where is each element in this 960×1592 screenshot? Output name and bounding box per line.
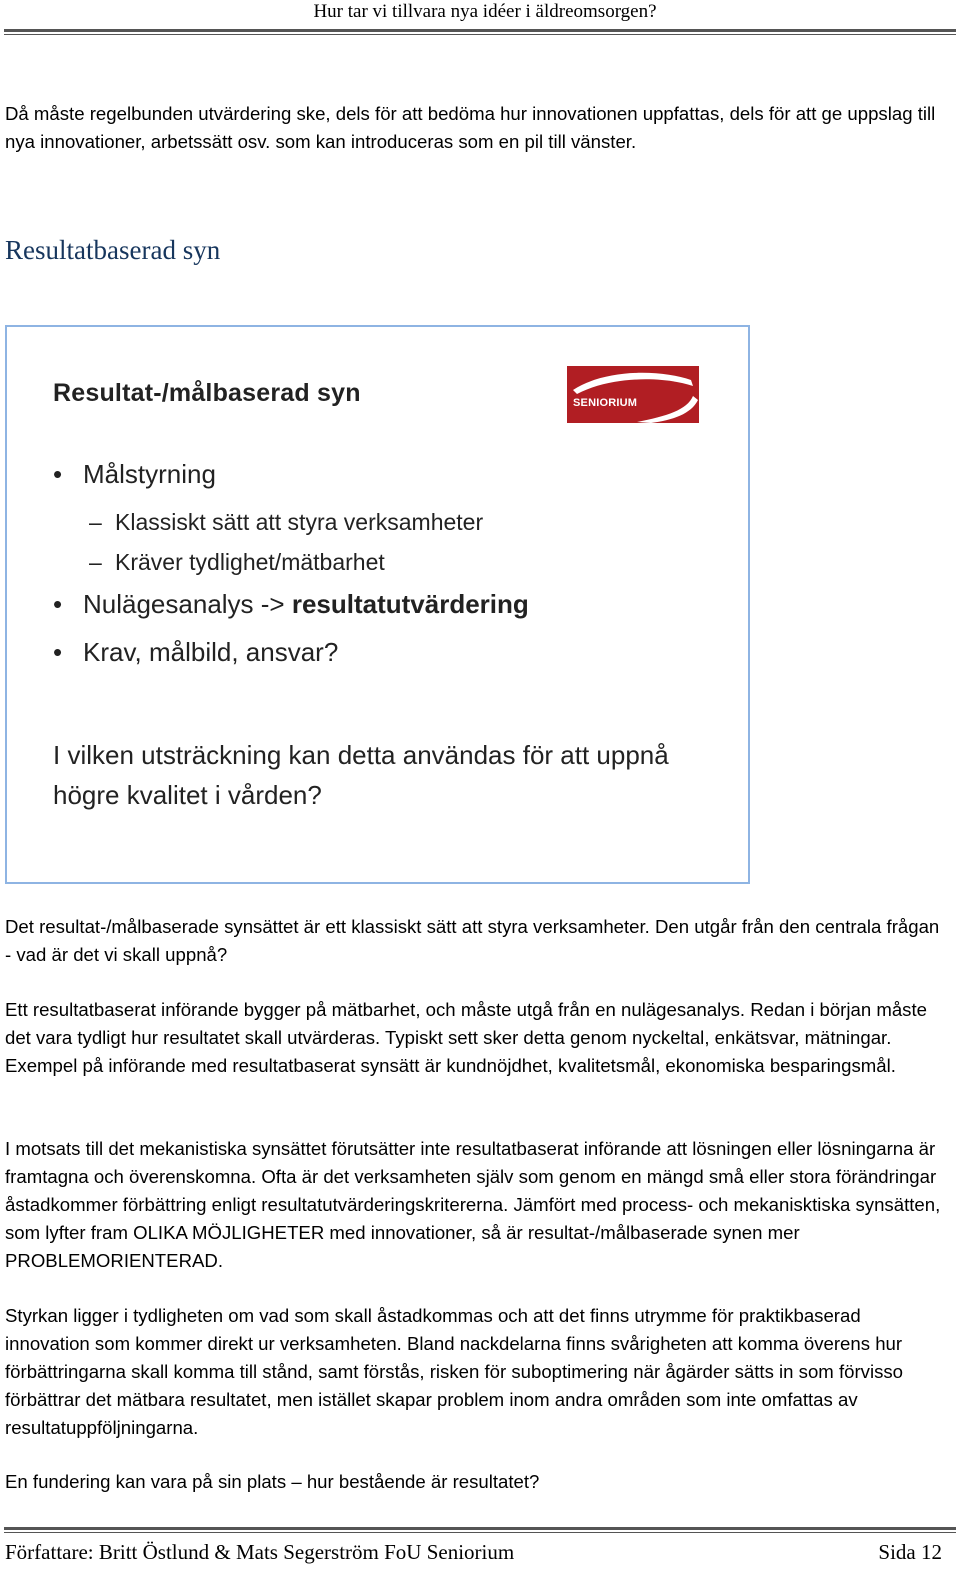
body-paragraph: Ett resultatbaserat införande bygger på mätbarhet, och måste utgå från en nulägesanalys. Redan i början måste det vara tydligt hur resultatet skall utvärderas. Typiskt sett sker detta genom nyckeltal, enkätsvar, mätningar. Exempel på införande med resultatbaserat synsätt är kundnöjdhet, kvalitetsmål, ekonomiska besparingsmål. xyxy=(5,999,927,1076)
slide-bullet xyxy=(53,589,529,620)
footer-rule-thin xyxy=(4,1532,956,1533)
slide-sub-bullet xyxy=(53,549,385,576)
bullet-icon: • xyxy=(53,459,63,489)
body-paragraph: Styrkan ligger i tydligheten om vad som skall åstadkommas och att det finns utrymme för praktikbaserad innovation som kommer direkt ur verksamheten. Bland nackdelarna finns svårigheten att komma överens hur förbättringarna skall komma till stånd, samt förstås, risken för suboptimering när ågärder sätts in som förvisso förbättrar det mätbara resultatet, men istället skapar problem inom andra områden som inte omfattas av resultatuppföljningarna. xyxy=(5,1305,904,1438)
slide-title: Resultat-/målbaserad syn xyxy=(53,379,361,407)
slide-question: I vilken utsträckning kan detta användas för att uppnå högre kvalitet i vården? xyxy=(53,740,669,810)
footer-page-number: Sida 12 xyxy=(878,1540,942,1564)
logo-text: SENIORIUM xyxy=(573,397,638,409)
body-paragraph: Det resultat-/målbaserade synsättet är ett klassiskt sätt att styra verksamheter. Den utgår från den centrala frågan - vad är det vi skall uppnå? xyxy=(5,916,940,965)
slide-bullet xyxy=(53,459,216,490)
bullet-text: Krav, målbild, ansvar? xyxy=(83,637,339,667)
body-paragraph: En fundering kan vara på sin plats – hur bestående är resultatet? xyxy=(5,1471,540,1492)
slide-image xyxy=(5,325,750,884)
bullet-icon: • xyxy=(53,589,63,619)
bullet-text-bold: resultatutvärdering xyxy=(291,589,529,619)
sub-bullet-text: Klassiskt sätt att styra verksamheter xyxy=(115,509,484,535)
section-heading: Resultatbaserad syn xyxy=(5,235,221,265)
footer-authors: Författare: Britt Östlund & Mats Segerström FoU Seniorium xyxy=(5,1540,515,1564)
header-rule xyxy=(4,29,956,32)
header-rule-thin xyxy=(4,34,956,35)
bullet-icon: • xyxy=(53,637,63,667)
footer-rule xyxy=(4,1527,956,1530)
intro-paragraph: Då måste regelbunden utvärdering ske, dels för att bedöma hur innovationen uppfattas, dels för att ge uppslag till nya innovationer, arbetssätt osv. som kan introduceras som en pil till vänster. xyxy=(5,103,936,152)
bullet-text: Målstyrning xyxy=(83,459,216,489)
slide-bullet xyxy=(53,637,338,668)
dash-icon: – xyxy=(89,549,102,575)
slide-sub-bullet xyxy=(53,509,483,536)
running-header-title: Hur tar vi tillvara nya idéer i äldreomsorgen? xyxy=(313,1,657,22)
body-paragraph: I motsats till det mekanistiska synsättet förutsätter inte resultatbaserat införande att lösningen eller lösningarna är framtagna och överenskomna. Ofta är det verksamheten själv som genom en mängd små eller stora förändringar åstadkommer förbättring enligt resultatutvärderingskritererna. Jämfört med process- och mekanisktiska synsätten, som lyfter fram OLIKA MÖJLIGHETER med innovationer, så är resultat-/målbaserade synen mer PROBLEMORIENTERAD. xyxy=(5,1138,941,1271)
dash-icon: – xyxy=(89,509,102,535)
bullet-text: Nulägesanalys -> xyxy=(83,589,292,619)
seniorium-logo xyxy=(567,366,699,423)
seniorium-logo-icon xyxy=(567,366,699,423)
sub-bullet-text: Kräver tydlighet/mätbarhet xyxy=(115,549,385,575)
